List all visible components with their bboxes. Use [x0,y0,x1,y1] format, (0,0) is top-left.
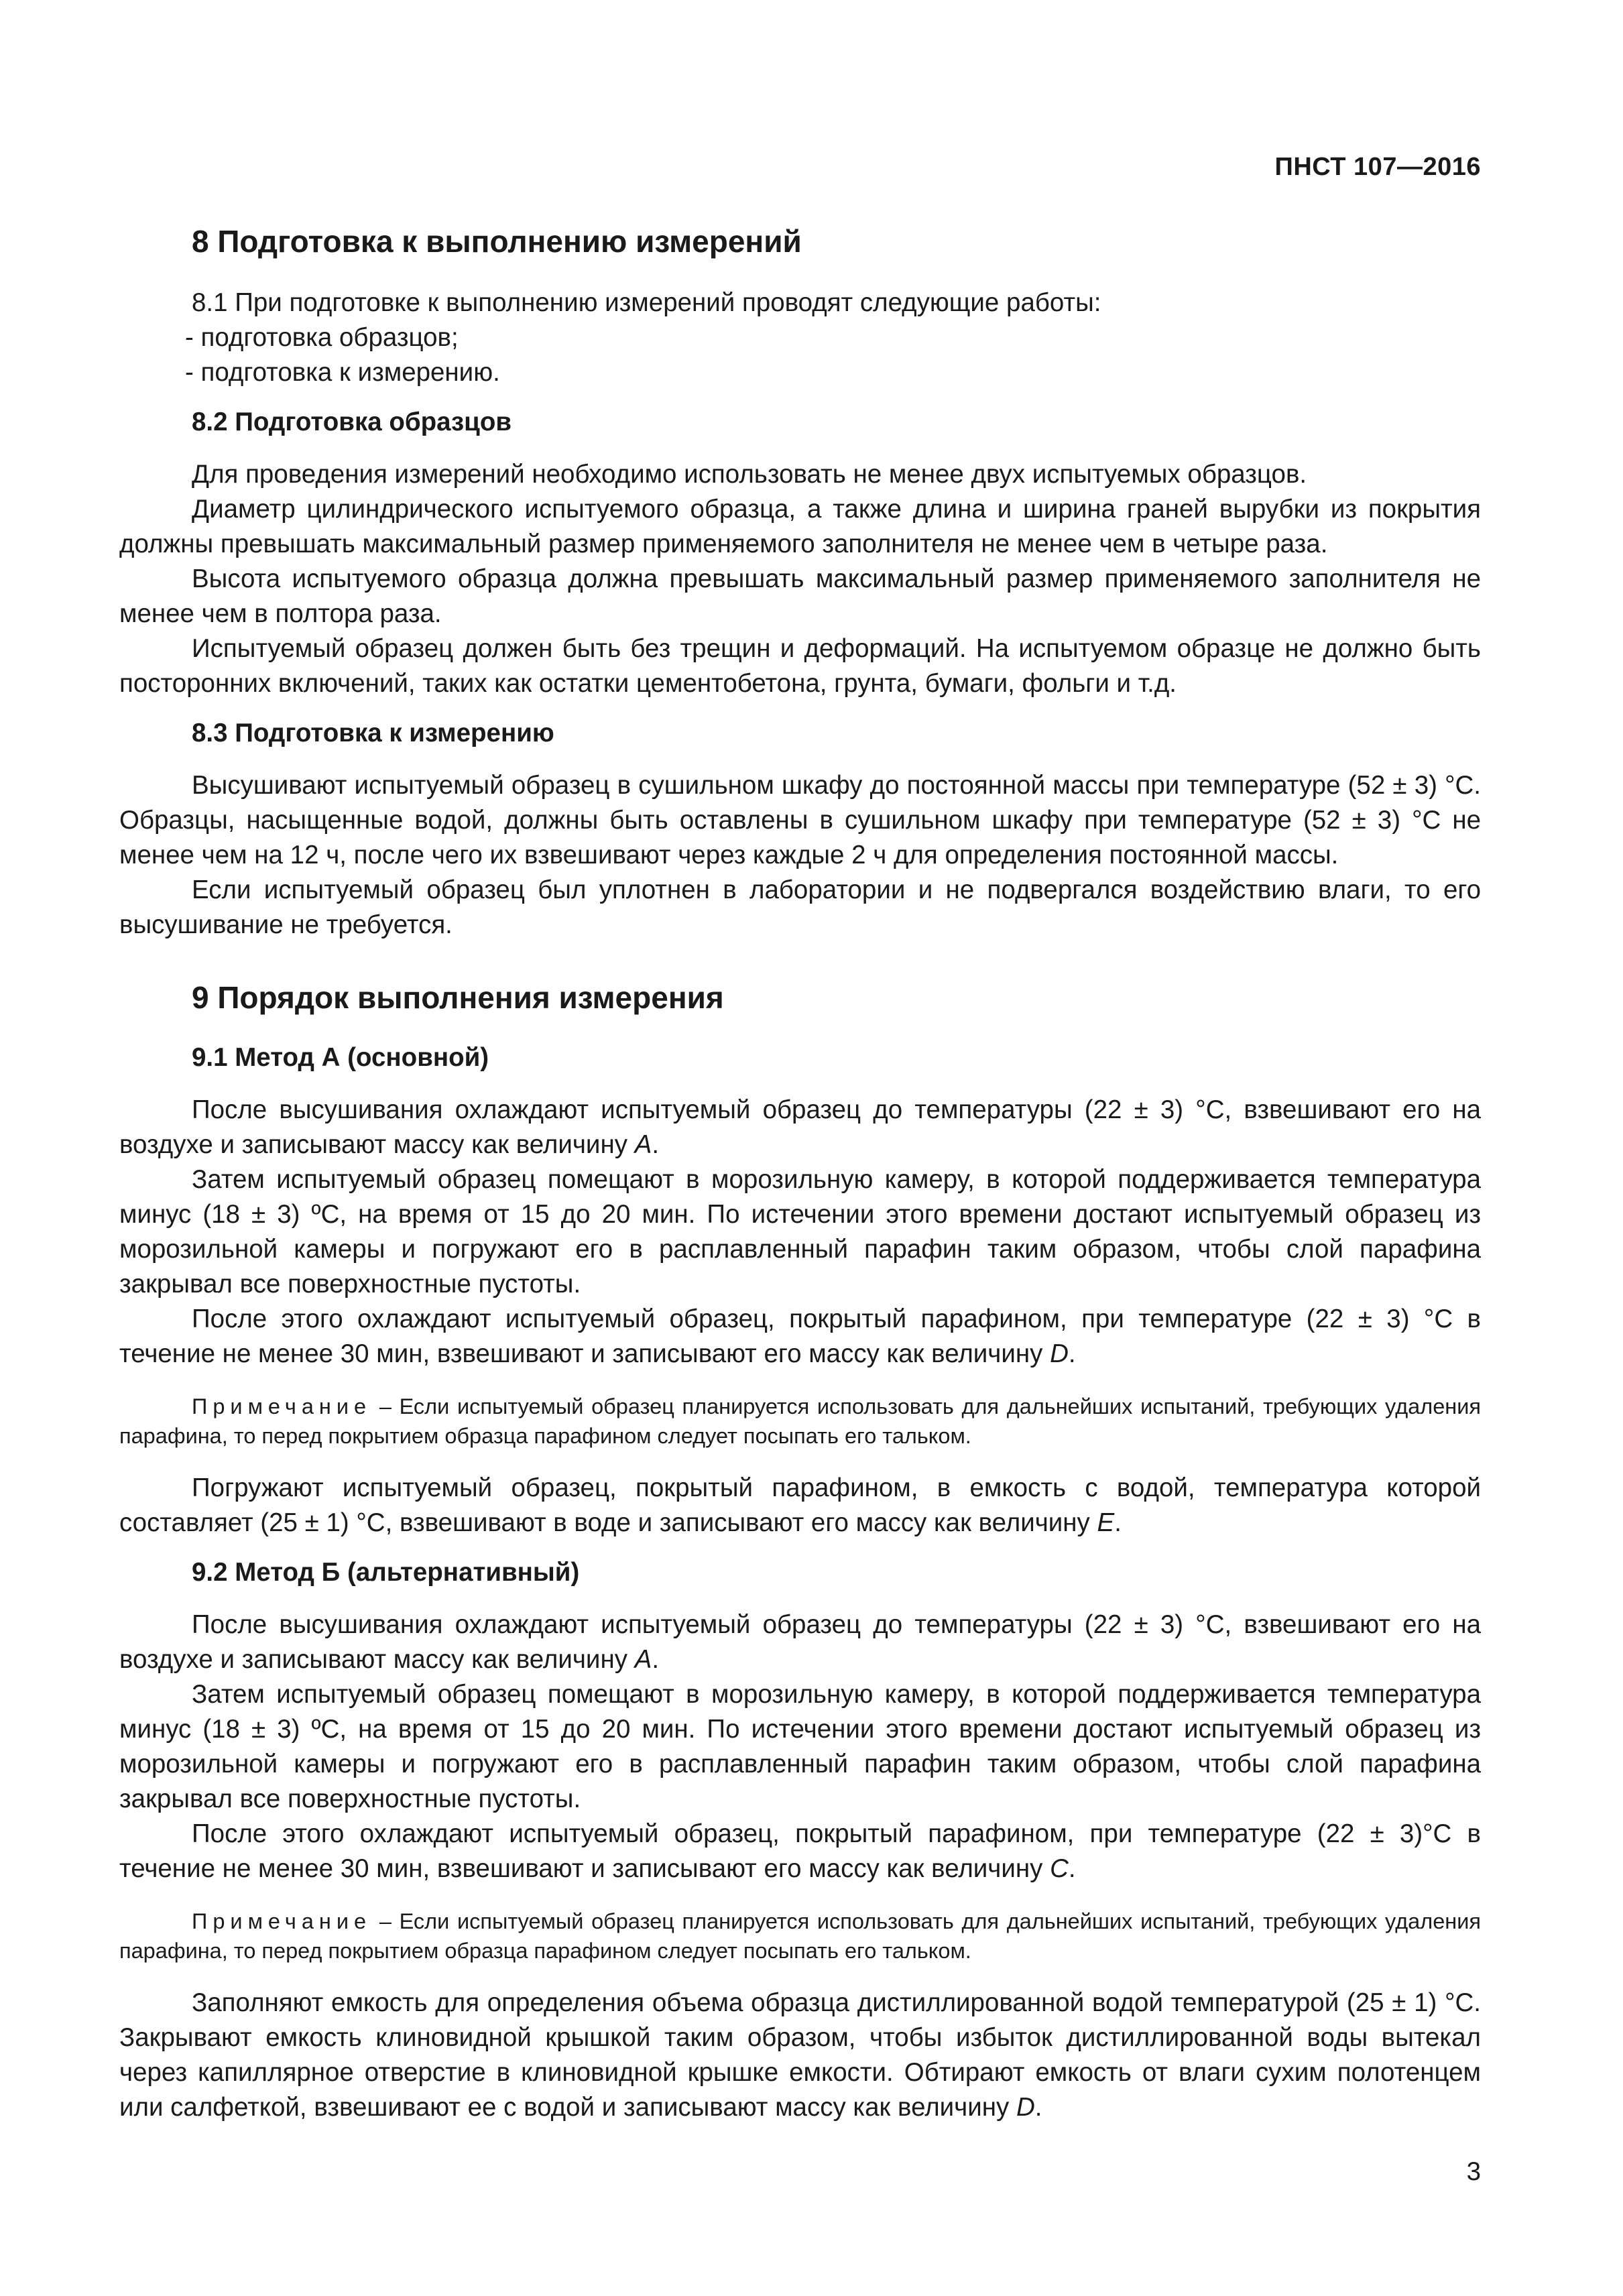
paragraph: После высушивания охлаждают испытуемый образец до температуры (22 ± 3) °С, взвешивают его на воздухе и записывают массу как величину А. [119,1095,1481,1159]
paragraph: После этого охлаждают испытуемый образец, покрытый парафином, при температуре (22 ± 3) °С в течение не менее 30 мин, взвешивают и записывают его массу как величину D. [119,1305,1481,1368]
paragraph: Заполняют емкость для определения объема образца дистиллированной водой температурой (25 ± 1) °С. Закрывают емкость клиновидной крышкой таким образом, чтобы избыток дистиллированной воды вытекал через капиллярное отверстие в клиновидной крышке емкости. Обтирают емкость от влаги сухим полотенцем или салфеткой, взвешивают ее с водой и записывают массу как величину D. [119,1988,1481,2122]
section-8-3-title: 8.3 Подготовка к измерению [192,719,554,747]
paragraph: Для проведения измерений необходимо использовать не менее двух испытуемых образцов. [192,460,1307,489]
list-item: - подготовка образцов; [185,323,459,352]
section-8-2-title: 8.2 Подготовка образцов [192,408,512,436]
section-9-2-title: 9.2 Метод Б (альтернативный) [192,1558,580,1587]
paragraph: Затем испытуемый образец помещают в морозильную камеру, в которой поддерживается температура минус (18 ± 3) ºС, на время от 15 до 20 мин. По истечении этого времени достают испытуемый образец из морозильной камеры и погружают его в расплавленный парафин таким образом, чтобы слой парафина закрывал все поверхностные пустоты. [119,1680,1481,1813]
paragraph: Высота испытуемого образца должна превышать максимальный размер применяемого заполнителя не менее чем в полтора раза. [119,564,1481,628]
note: Примечание – Если испытуемый образец планируется использовать для дальнейших испытаний, требующих удаления парафина, то перед покрытием образца парафином следует посыпать его тальком. [119,1394,1481,1448]
page-content [119,221,1481,2125]
paragraph-8-1: 8.1 При подготовке к выполнению измерений проводят следующие работы: [192,288,1101,317]
paragraph: Затем испытуемый образец помещают в морозильную камеру, в которой поддерживается температура минус (18 ± 3) ºС, на время от 15 до 20 мин. По истечении этого времени достают испытуемый образец из морозильной камеры и погружают его в расплавленный парафин таким образом, чтобы слой парафина закрывал все поверхностные пустоты. [119,1165,1481,1298]
note-label: Примечание [192,1909,372,1933]
note: Примечание – Если испытуемый образец планируется использовать для дальнейших испытаний, требующих удаления парафина, то перед покрытием образца парафином следует посыпать его тальком. [119,1909,1481,1963]
paragraph: После этого охлаждают испытуемый образец, покрытый парафином, при температуре (22 ± 3)°С в течение не менее 30 мин, взвешивают и записывают его массу как величину С. [119,1819,1481,1883]
paragraph: Погружают испытуемый образец, покрытый парафином, в емкость с водой, температура которой составляет (25 ± 1) °С, взвешивают в воде и записывают его массу как величину Е. [119,1473,1481,1537]
note-label: Примечание [192,1394,372,1418]
section-9-1-title: 9.1 Метод А (основной) [192,1043,489,1072]
section-9-title: 9 Порядок выполнения измерения [192,980,724,1015]
paragraph: Если испытуемый образец был уплотнен в лаборатории и не подвергался воздействию влаги, то его высушивание не требуется. [119,875,1481,939]
paragraph: После высушивания охлаждают испытуемый образец до температуры (22 ± 3) °С, взвешивают его на воздухе и записывают массу как величину А. [119,1610,1481,1674]
paragraph: Диаметр цилиндрического испытуемого образца, а также длина и ширина граней вырубки из покрытия должны превышать максимальный размер применяемого заполнителя не менее чем в четыре раза. [119,495,1481,558]
page-number: 3 [1466,2157,1481,2186]
list-item: - подготовка к измерению. [185,358,500,387]
paragraph: Высушивают испытуемый образец в сушильном шкафу до постоянной массы при температуре (52 ± 3) °С. Образцы, насыщенные водой, должны быть оставлены в сушильном шкафу при температуре (52 ± 3) °С не менее чем на 12 ч, после чего их взвешивают через каждые 2 ч для определения постоянной массы. [119,771,1481,869]
section-8-title: 8 Подготовка к выполнению измерений [192,224,802,259]
paragraph: Испытуемый образец должен быть без трещин и деформаций. На испытуемом образце не должно быть посторонних включений, таких как остатки цементобетона, грунта, бумаги, фольги и т.д. [119,634,1481,698]
document-code: ПНСТ 107—2016 [1274,153,1481,181]
